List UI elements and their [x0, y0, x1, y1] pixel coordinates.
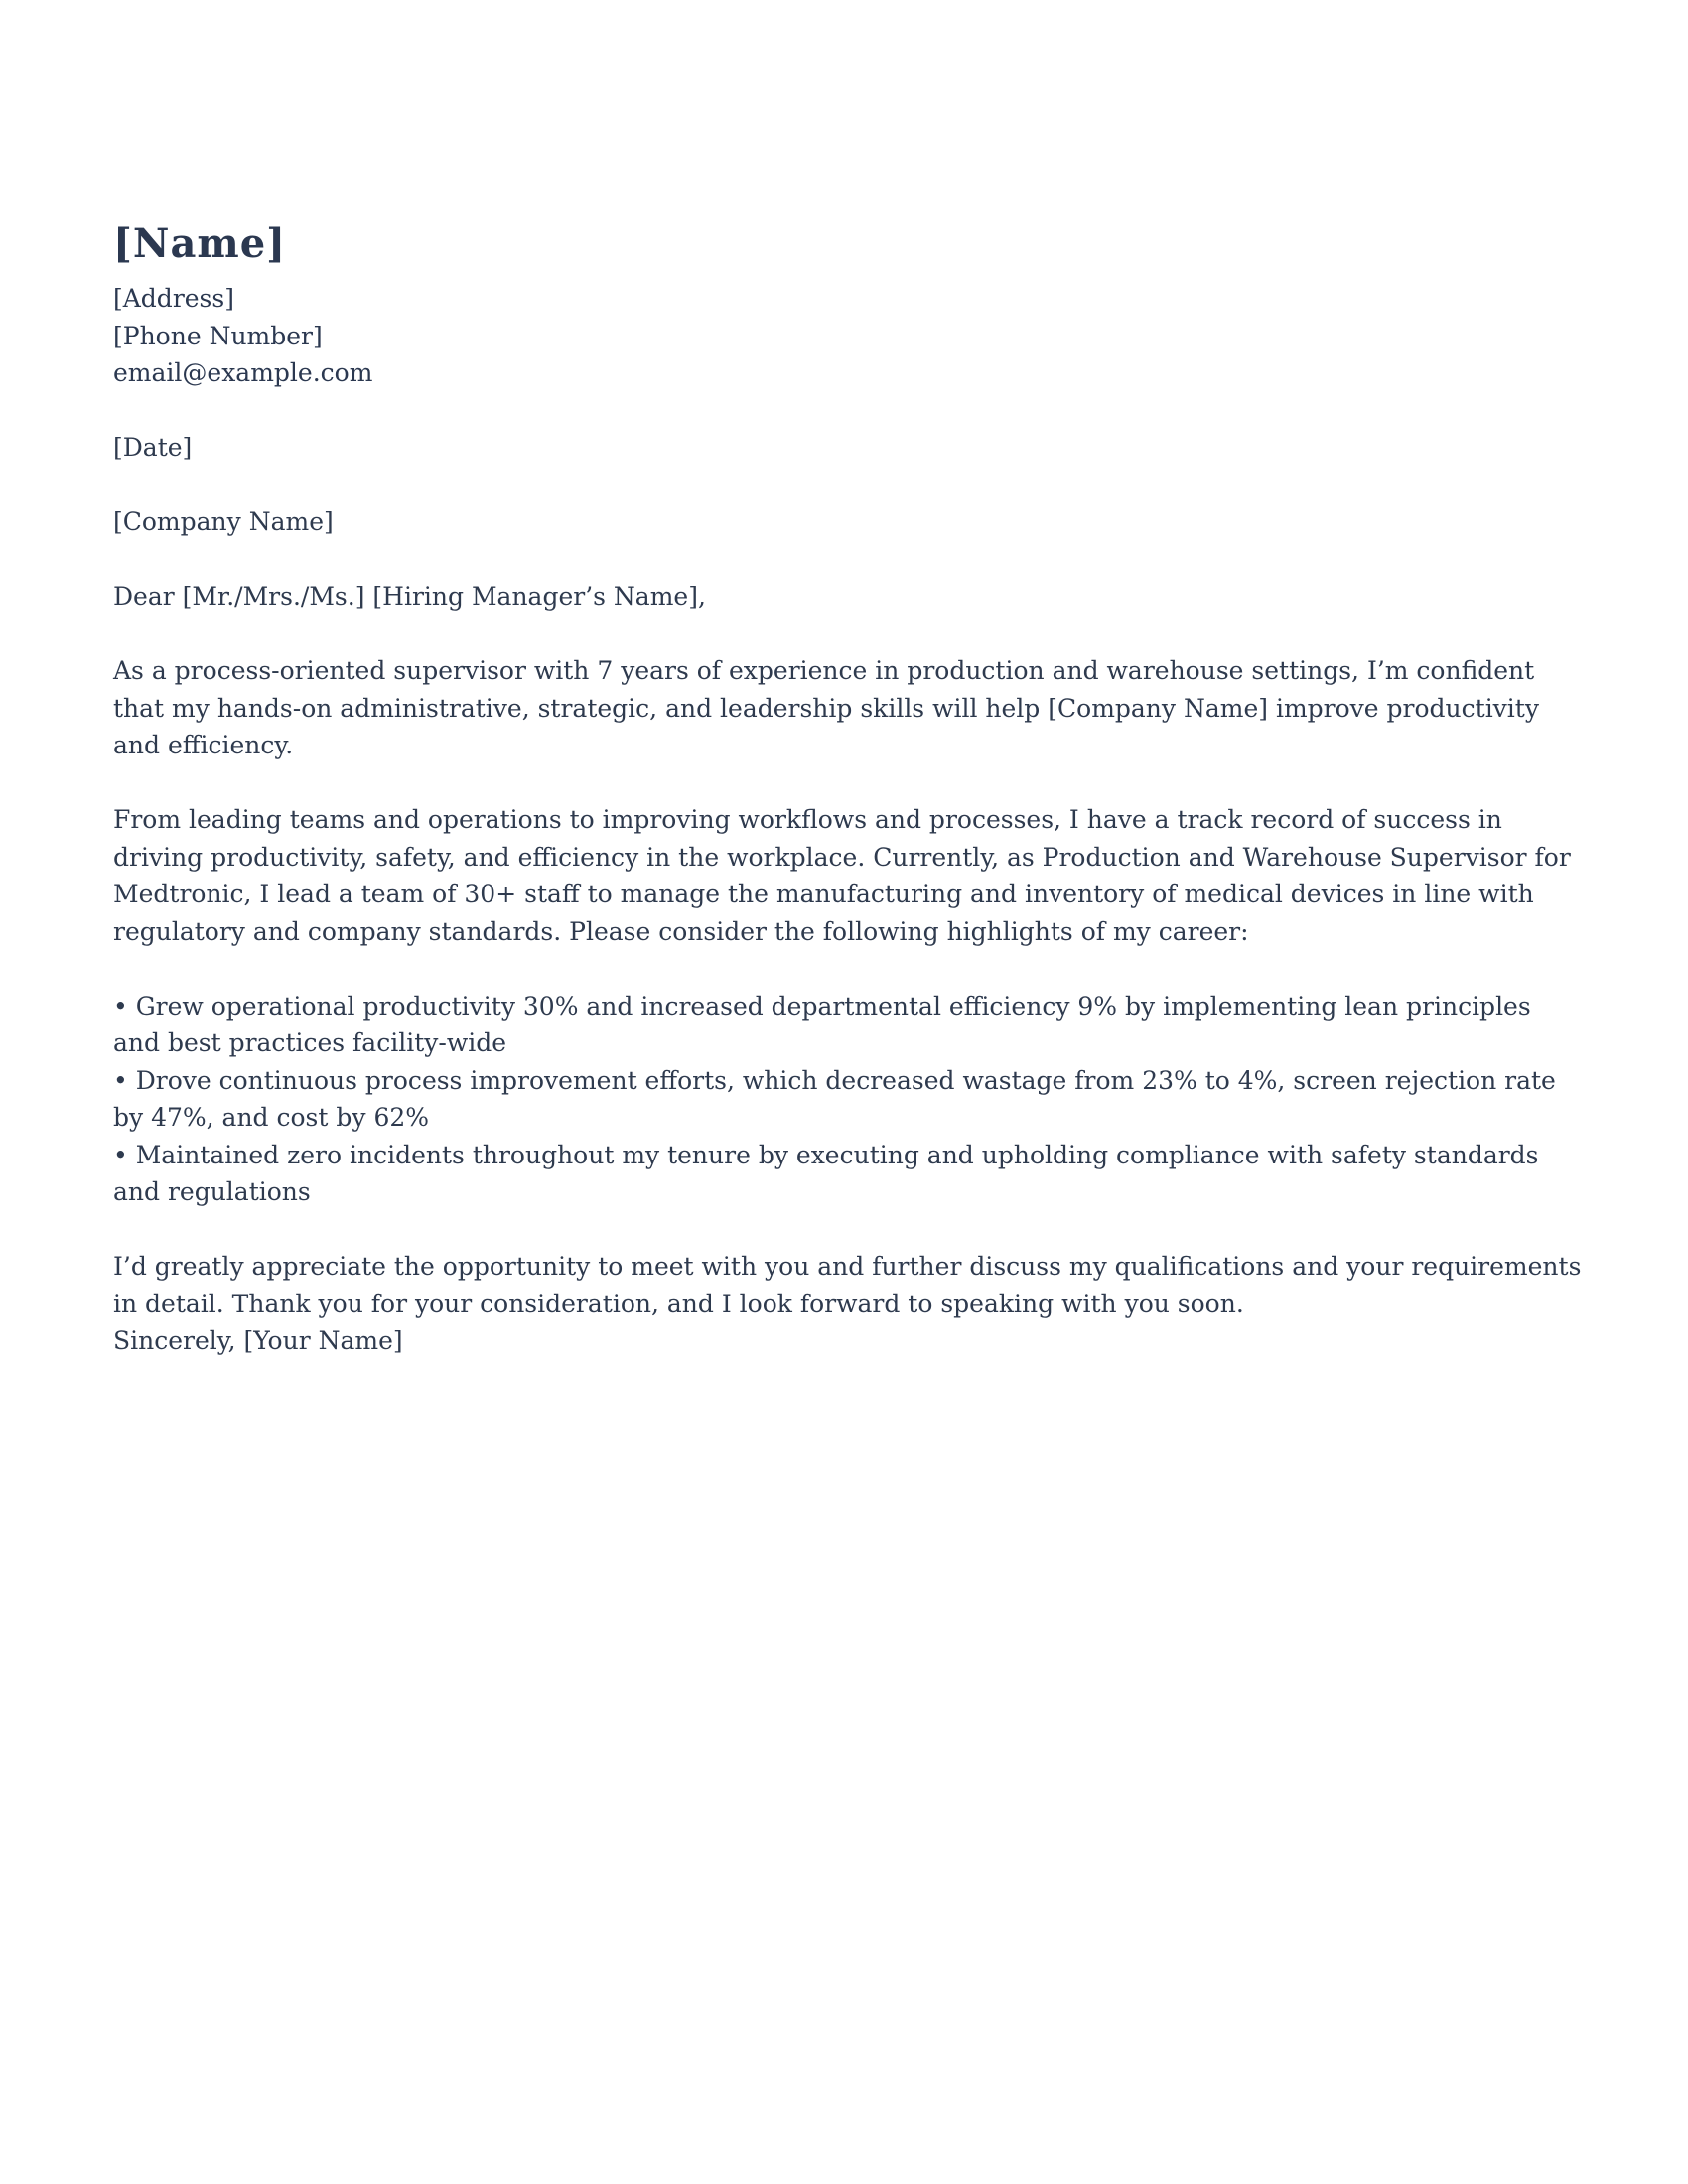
highlight-item: • Drove continuous process improvement efforts, which decreased wastage from 23% to 4%, screen rejection rate by 47%, and cost by 62% — [113, 1065, 1556, 1132]
phone-number: [Phone Number] — [113, 321, 323, 350]
signoff: Sincerely, [Your Name] — [113, 1326, 403, 1355]
cover-letter — [113, 216, 1583, 1360]
body-paragraph-2: From leading teams and operations to improving workflows and processes, I have a track record of success in driving productivity, safety, and efficiency in the workplace. Currently, as Production and Warehouse Supervisor for Medtronic, I lead a team of 30+ staff to manage the manufacturing and inventory of medical devices in line with regulatory and company standards. Please consider the following highlights of my career: — [113, 805, 1571, 946]
email: email@example.com — [113, 358, 373, 387]
closing-paragraph: I’d greatly appreciate the opportunity to meet with you and further discuss my qualifications and your requirements in detail. Thank you for your consideration, and I look forward to speaking with you soon. — [113, 1252, 1582, 1318]
highlights-list — [113, 988, 1583, 1211]
company-block — [113, 503, 1583, 541]
date-block — [113, 429, 1583, 467]
company-name: [Company Name] — [113, 507, 334, 536]
address: [Address] — [113, 284, 234, 313]
salutation: Dear [Mr./Mrs./Ms.] [Hiring Manager’s Name], — [113, 582, 706, 611]
paragraph-2-block — [113, 801, 1583, 950]
highlight-item: • Grew operational productivity 30% and increased departmental efficiency 9% by implementing lean principles and best practices facility-wide — [113, 991, 1531, 1057]
paragraph-1-block — [113, 652, 1583, 764]
salutation-block — [113, 578, 1583, 615]
body-paragraph-1: As a process-oriented supervisor with 7 years of experience in production and warehouse settings, I’m confident that my hands-on administrative, strategic, and leadership skills will help [Company Name] improve productivity and efficiency. — [113, 656, 1539, 759]
highlight-item: • Maintained zero incidents throughout my tenure by executing and upholding compliance with safety standards and regulations — [113, 1140, 1539, 1206]
applicant-name: [Name] — [113, 220, 287, 267]
closing-block — [113, 1248, 1583, 1360]
contact-block — [113, 216, 1583, 392]
date: [Date] — [113, 433, 193, 462]
